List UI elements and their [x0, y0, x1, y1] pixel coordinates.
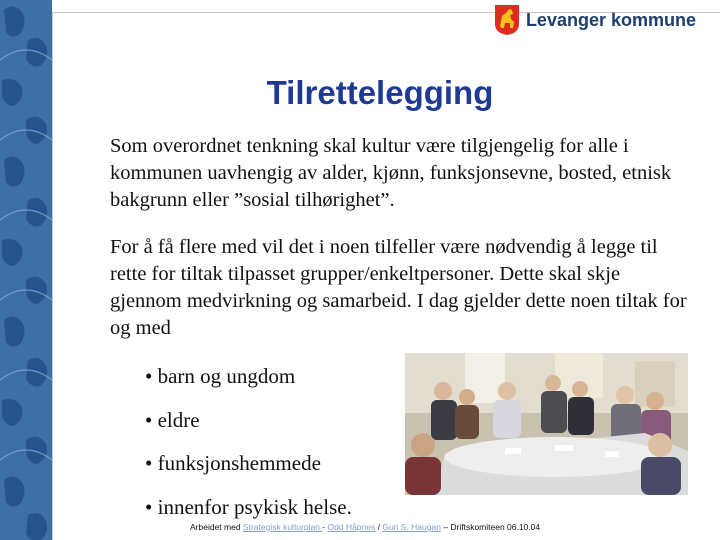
brand-name: Levanger kommune [525, 9, 696, 30]
slide-footer [190, 522, 540, 532]
paragraph-measures: For å få flere med vil det i noen tilfeller være nødvendig å legge til rette for tiltak tilpasset grupper/enkeltpersoner. Dette skal skje gjennom medvirkning og samarbeid. I dag gjelder dette noen tiltak for og med [110, 236, 687, 339]
target-group-list [145, 361, 352, 535]
footer-separator: - [322, 522, 328, 532]
list-item: • eldre [145, 405, 352, 449]
brand-logo [494, 4, 696, 36]
meeting-photo [405, 353, 688, 495]
footer-prefix: Arbeidet med [190, 522, 243, 532]
footer-separator: / [375, 522, 383, 532]
list-item: • funksjonshemmede [145, 448, 352, 492]
footer-author-link[interactable]: Odd Håpnes [327, 522, 376, 532]
footer-author-link[interactable]: Guri S. Haugan [382, 522, 441, 532]
list-item: • innenfor psykisk helse. [145, 492, 352, 536]
list-item: • barn og ungdom [145, 361, 352, 405]
slide-title: Tilrettelegging [266, 74, 494, 111]
horse-emblem-icon [494, 4, 520, 36]
footer-plan-link[interactable]: Strategisk kulturplan [242, 522, 323, 532]
paragraph-accessibility: Som overordnet tenkning skal kultur være tilgjengelig for alle i kommunen uavhengig av alder, kjønn, funksjonsevne, bosted, etnisk bakgrunn eller ”sosial tilhørighet”. [110, 135, 672, 211]
footer-suffix: – Driftskomiteen 06.10.04 [440, 522, 541, 532]
